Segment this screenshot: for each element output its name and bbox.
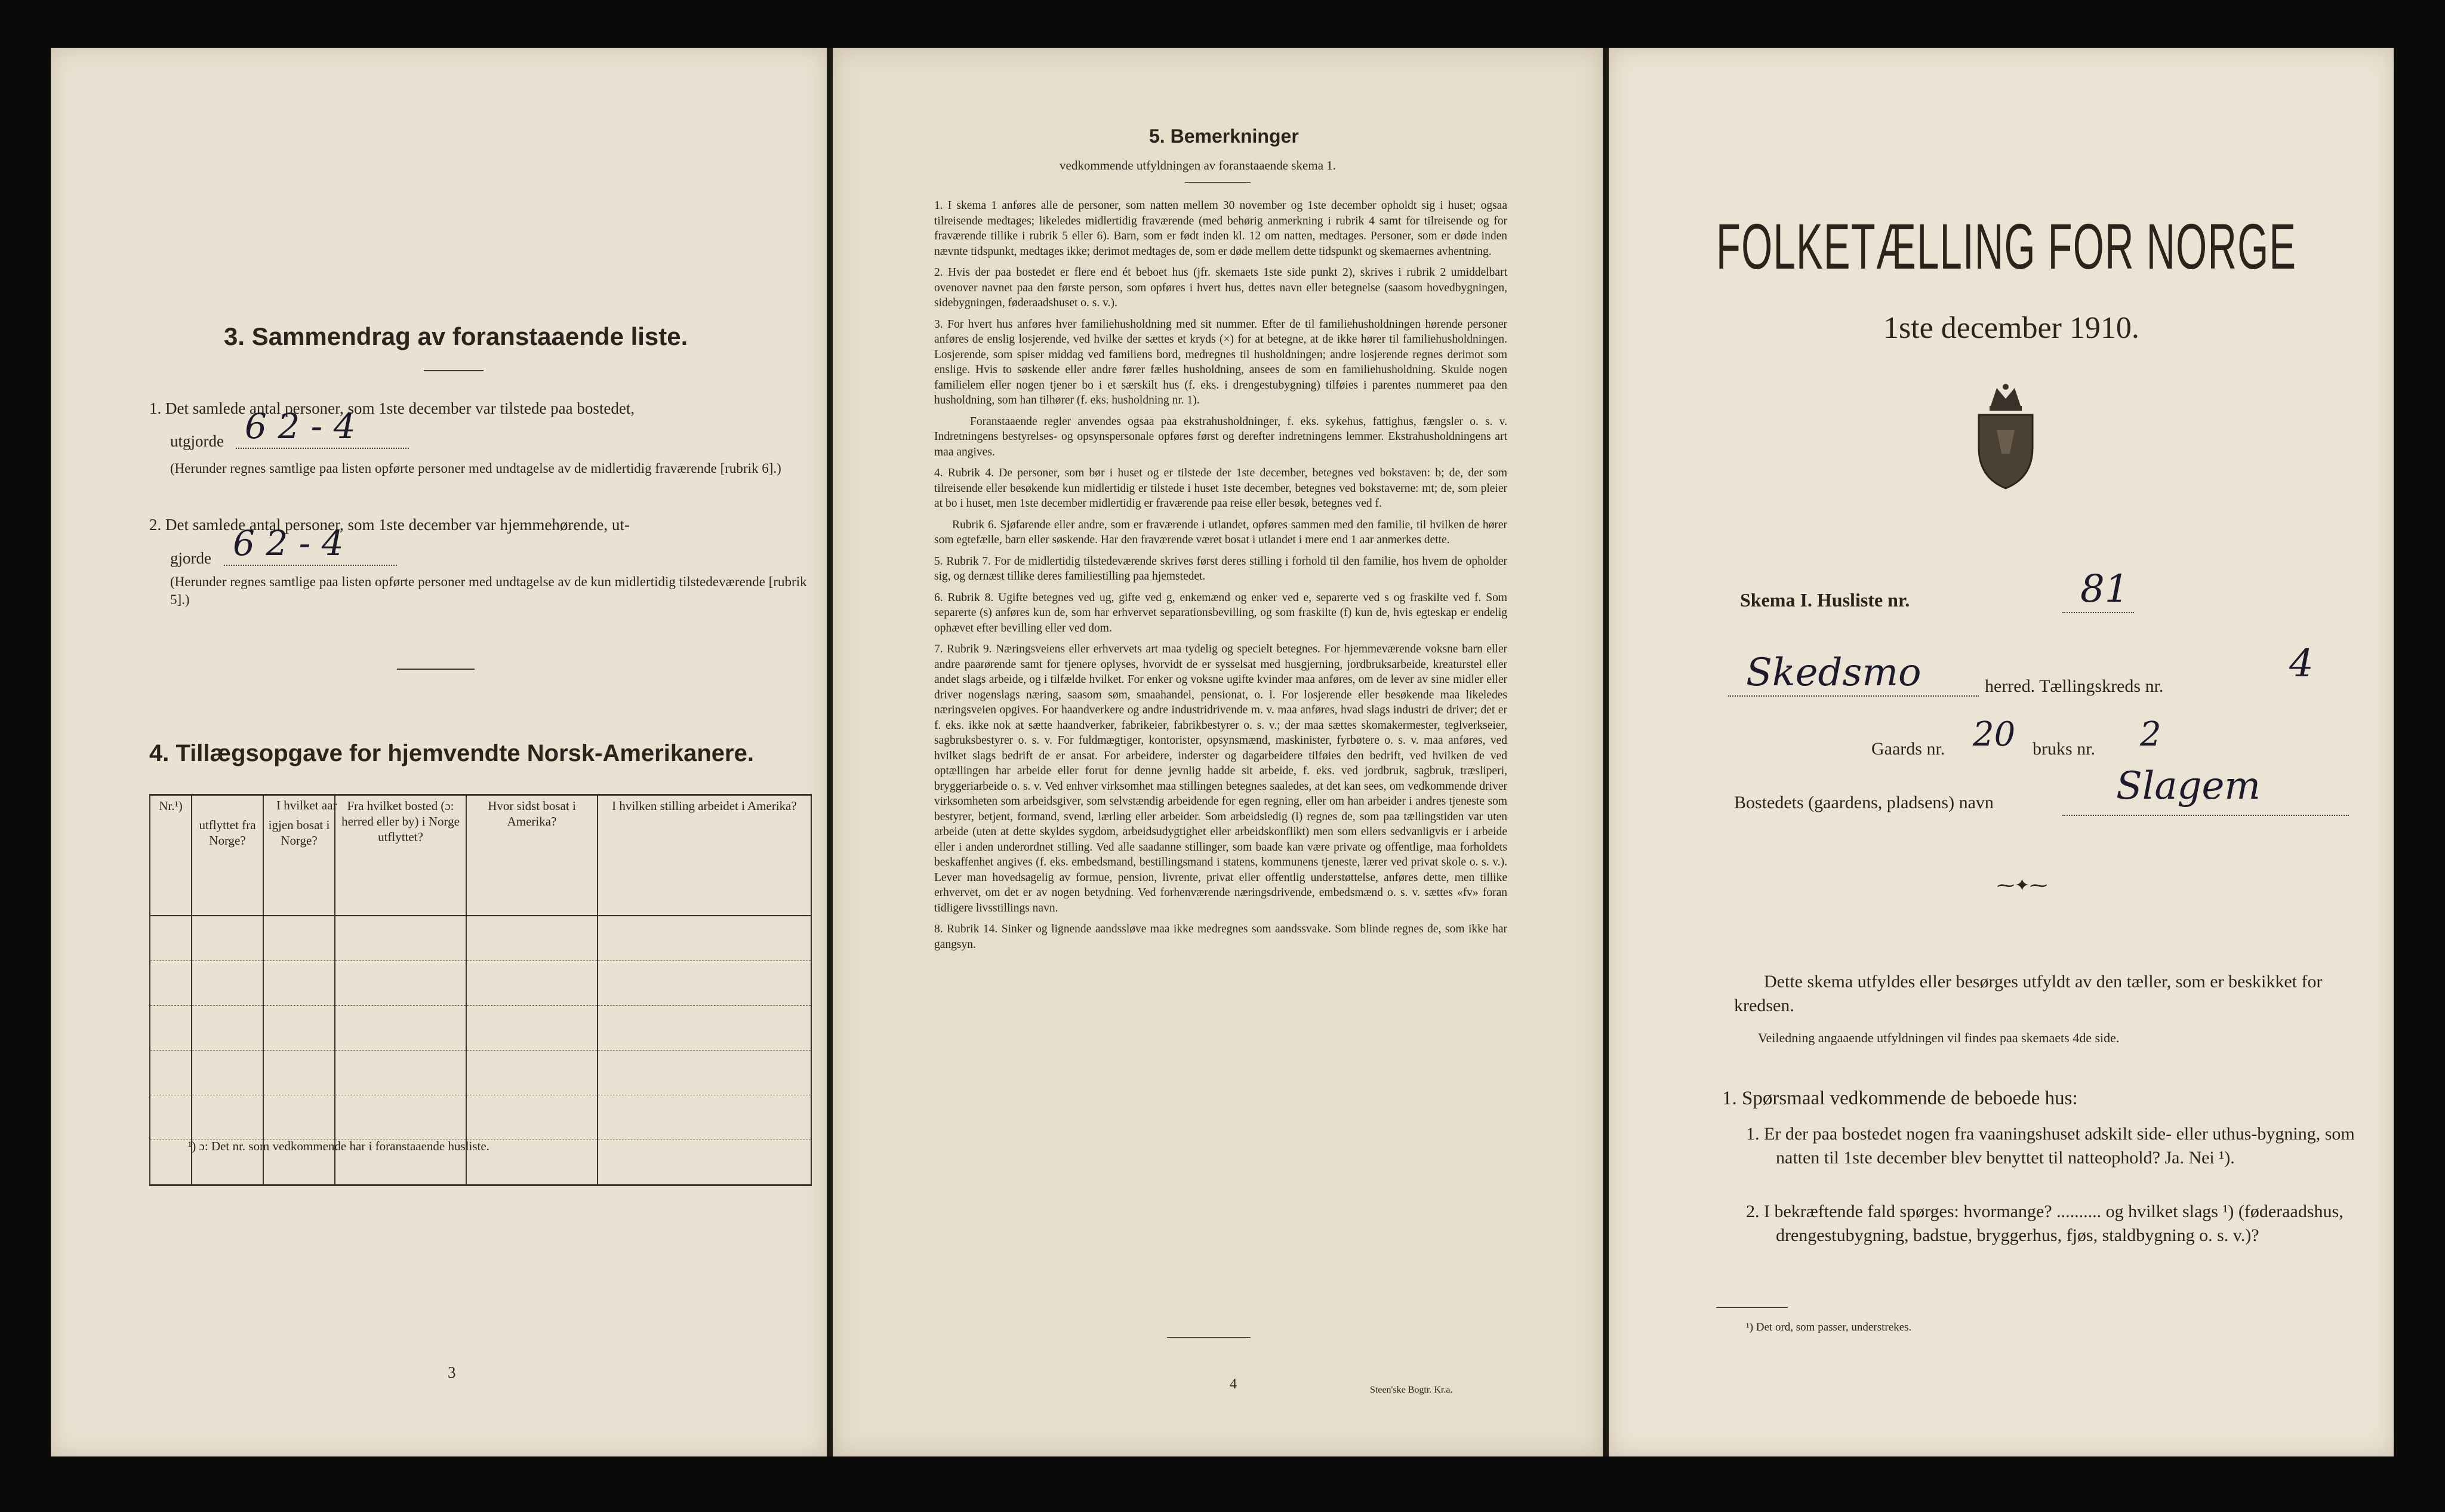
remark-8: 8. Rubrik 14. Sinker og lignende aandssløve maa ikke medregnes som aandssvake. Som blinde regnes de, som ikke har gangsyn.: [934, 923, 1507, 951]
col-stilling: I hvilken stilling arbeidet i Amerika?: [598, 795, 811, 916]
bosted-value: Slagem: [2116, 764, 2261, 808]
bruks-value: 2: [2140, 715, 2161, 754]
remark-3: 3. For hvert hus anføres hver familiehusholdning med sit nummer. Efter de til familiehusholdningen hørende personer anføres de enslig losjerende, ved hvilke der sættes et kryds (×) for at betegne, at de ikke hører til familiehusholdningen. Losjerende, som spiser middag ved familiens bord, medregnes til husholdningen; andre losjerende regnes derimot som enslige. Hvis to søskende eller andre fører fælles husholdning, ansees de som en familiehusholdning. Skulde nogen familielem eller nogen tjener bo i et særskilt hus (f. eks. i drengestubygning) tilføies i parentes nummeret paa den husholdning, som han tilhører (f. eks. husholdning nr. 1).: [934, 318, 1507, 407]
printer-credit: Steen'ske Bogtr. Kr.a.: [1370, 1385, 1453, 1395]
herred-value: Skedsmo: [1746, 651, 1921, 695]
remark-6: 6. Rubrik 8. Ugifte betegnes ved ug, gifte ved g, enkemænd og enker ved e, separerte ved s og fraskilte ved f. Som separerte (s) anføres kun de, som har erhvervet separationsbevilling, og som fraskilte (f) kun de, hvis egteskap er endelig ophævet efter bevilling eller ved dom.: [934, 591, 1507, 635]
col-amerika: Hvor sidst bosat i Amerika?: [466, 795, 598, 916]
question-2: 2. I bekræftende fald spørges: hvormange? .......... og hvilket slags ¹) (føderaadshus, drengestubygning, badstue, bryggerhus, fjøs, staldbygning o. s. v.)?: [1746, 1202, 2344, 1245]
question-1: 1. Er der paa bostedet nogen fra vaaningshuset adskilt side- eller uthus-bygning, som natten til 1ste december blev benyttet til natteophold? Ja. Nei ¹).: [1746, 1124, 2355, 1168]
remark-1: 1. I skema 1 anføres alle de personer, som natten mellem 30 november og 1ste december opholdt sig i huset; ogsaa tilreisende medtages; likeledes midlertidig fraværende (med behørig anmerkning i rubrik 4 samt for tilreisende og for fraværende tillike i rubrik 5 eller 6). Barn, som er født inden kl. 12 om natten, medtages. Personer, som er døde inden nævnte tidspunkt, medtages ikke; derimot medtages de, som er døde mellem dette tidspunkt og skemaernes avhentning.: [934, 199, 1507, 258]
divider: [424, 370, 484, 371]
bosted-line: [2062, 815, 2349, 816]
table-row: [150, 916, 811, 961]
remark-3b: Foranstaaende regler anvendes ogsaa paa ekstrahusholdninger, f. eks. sykehus, fattighus, fængsler o. s. v. Indretningens bestyrelses- og opsynspersonale opføres først og derefter indretningens lemmer. Ekstrahusholdningens art maa angives.: [934, 415, 1507, 458]
divider: [1167, 1337, 1251, 1338]
census-date: 1ste december 1910.: [1883, 311, 2139, 345]
remark-7: 7. Rubrik 9. Næringsveiens eller erhvervets art maa tydelig og specielt betegnes. For hjemmeværende voksne barn eller andre paarørende samt for tjenere oplyses, hvorvidt de er sysselsat med husgjerning, jordbruksarbeide, kreaturstel eller andet slags arbeide, og i tilfælde hvilket. For enker og voksne ugifte kvinder maa anføres, om de lever av sine midler eller driver nogenslags næring, saasom søm, smaahandel, pensionat, o. l. For losjerende eller besøkende maa likeledes næringsveien opgives. For haandverkere og andre industridrivende m. v. maa anføres, hvad slags industri de driver; det er f. eks. ikke nok at sætte haandverker, fabrikeier, fabrikbestyrer o. s. v.; der maa sættes skomakermester, teglverkseier, sagbruksbestyrer o. s. v. For fuldmægtiger, kontorister, opsynsmænd, maskinister, fyrbøtere o. s. v. maa anføres, ved hvilket slags bedrift de er ansat. For arbeidere, inderster og dagarbeidere tilføies den bedrift, ved hvilken de ved optællingen har arbeide eller forut for denne jevnlig hadde sit arbeide, f. eks. ved jordbruk, sagbruk, træsliperi, bryggeriarbeide o. s. v. Ved enhver virksomhet maa stillingen betegnes saaledes, at det kan sees, om vedkommende driver virksomheten som arbeidsgiver, som selvstændig arbeidende for egen regning, eller om han arbeider i andres tjeneste som bestyrer, betjent, formand, svend, lærling eller arbeider. Som arbeidsledig (l) regnes de, som paa tællingstiden var uten arbeide (uten at dette skyldes sygdom, arbeidsudygtighet eller arbeidskonflikt) men som ellers sedvanligvis er i arbeide eller i anden underordnet stilling. Ved alle saadanne stillinger, som baade kan være private og offentlige, maa forholdets beskaffenhet angives (f. eks. embedsmand, bestillingsmand i statens, kommunens tjeneste, lærer ved privat skole o. s. v.). Lever man hovedsagelig av formue, pension, livrente, privat eller offentlig understøttelse, anføres dette, men tillike erhvervet, om det er av nogen betydning. Ved forhenværende næringsdrivende, embedsmænd o. s. v. sættes «fv» foran tidligere livsstillings navn.: [934, 643, 1507, 914]
table-row: [150, 1095, 811, 1140]
section3-title: 3. Sammendrag av foranstaaende liste.: [224, 322, 688, 350]
census-title: FOLKETÆLLING FOR NORGE: [1716, 210, 2297, 282]
questions-heading: 1. Spørsmaal vedkommende de beboede hus:: [1722, 1088, 2078, 1109]
item1-text: 1. Det samlede antal personer, som 1ste december var tilstede paa bostedet,: [149, 399, 635, 417]
remark-2: 2. Hvis der paa bostedet er flere end ét beboet hus (jfr. skemaets 1ste side punkt 2), skrives i rubrik 2 umiddelbart ovenover navnet paa den første person, som opføres i hvert hus, dettes navn eller betegnelse (saasom hovedbygningen, sidebygningen, føderaadshuset o. s. v.).: [934, 266, 1507, 309]
section4-title: 4. Tillægsopgave for hjemvendte Norsk-Amerikanere.: [149, 740, 754, 766]
divider: [1185, 182, 1251, 183]
page-fold: [827, 48, 833, 1456]
col-utflyttet: utflyttet fra Norge?: [192, 795, 263, 916]
item1-label: utgjorde: [170, 432, 224, 450]
herred-line: [1728, 695, 1979, 697]
divider: [1716, 1307, 1788, 1308]
item1-note: (Herunder regnes samtlige paa listen opførte personer med undtagelse av de midlertidig fraværende [rubrik 6].): [170, 461, 781, 476]
item2-text: 2. Det samlede antal personer, som 1ste december var hjemmehørende, ut-: [149, 516, 630, 534]
intro-note: Veiledning angaaende utfyldningen vil findes paa skemaets 4de side.: [1758, 1030, 2120, 1045]
intro-text: Dette skema utfyldes eller besørges utfyldt av den tæller, som er beskikket for kredsen.: [1734, 972, 2323, 1015]
page-middle: [833, 48, 1603, 1456]
footnote: ¹) Det ord, som passer, understrekes.: [1746, 1321, 1912, 1334]
kreds-nr: 4: [2289, 642, 2314, 686]
page-fold: [1603, 48, 1609, 1456]
item2-note: (Herunder regnes samtlige paa listen opførte personer med undtagelse av de kun midlertidig tilstedeværende [rubrik 5].): [170, 574, 807, 607]
husliste-line: [2062, 612, 2134, 613]
col-aar-header: I hvilket aar: [276, 798, 337, 812]
husliste-nr: 81: [2080, 567, 2129, 611]
item2-label: gjorde: [170, 549, 211, 567]
page-right: [1609, 48, 2394, 1456]
table-row: [150, 1006, 811, 1051]
remark-4: 4. Rubrik 4. De personer, som bør i huset og er tilstede der 1ste december, betegnes ved bokstaven: b; de, der som tilreisende eller besøkende kun midlertidig er tilstede i huset 1ste december, betegnes ved bokstaverne: mt; de, som pleier at bo i huset, men 1ste december midlertidig er fraværende paa reise eller besøk, betegnes ved f.: [934, 467, 1507, 510]
page-number: 4: [1230, 1376, 1237, 1392]
col-nr: Nr.¹): [150, 795, 192, 916]
col-bosted: Fra hvilket bosted (ɔ: herred eller by) i Norge utflyttet?: [335, 795, 466, 916]
divider: [397, 669, 475, 670]
remarks-body: [934, 198, 1507, 958]
herred-label: herred. Tællingskreds nr.: [1985, 676, 2164, 696]
coat-of-arms-icon: [1973, 382, 2038, 489]
footnote: ¹) ɔ: Det nr. som vedkommende har i foranstaaende husliste.: [188, 1139, 489, 1153]
gaards-label: Gaards nr.: [1871, 739, 1945, 759]
table-row: [150, 1051, 811, 1095]
item1-value: 6 2 - 4: [245, 406, 356, 446]
item1-line: [236, 448, 409, 449]
remarks-subtitle: vedkommende utfyldningen av foranstaaende skema 1.: [1060, 158, 1337, 173]
page-left: [51, 48, 827, 1456]
norsk-amerikanere-table: [149, 794, 812, 1186]
page-number: 3: [448, 1363, 456, 1381]
table-row: [150, 961, 811, 1006]
ornament-icon: ⁓✦⁓: [1997, 876, 2048, 895]
gaards-value: 20: [1973, 715, 2016, 754]
remark-5: 5. Rubrik 7. For de midlertidig tilstedeværende skrives først deres stilling i forhold til den familie, hos hvem de opholder sig, og dernæst tillike deres familiestilling paa hjemstedet.: [934, 555, 1507, 583]
remark-4b: Rubrik 6. Sjøfarende eller andre, som er fraværende i utlandet, opføres sammen med den familie, til hvilken de hører som egtefælle, barn eller søskende. Har den fraværende været bosat i utlandet i mere end 1 aar anmerkes dette.: [934, 518, 1507, 546]
item2-value: 6 2 - 4: [233, 523, 344, 563]
skema-label: Skema I. Husliste nr.: [1740, 589, 1910, 611]
col-igjen: igjen bosat i Norge?: [263, 795, 335, 916]
item2-line: [224, 565, 397, 566]
remarks-title: 5. Bemerkninger: [1149, 125, 1299, 147]
bosted-label: Bostedets (gaardens, pladsens) navn: [1734, 793, 1994, 812]
bruks-label: bruks nr.: [2033, 739, 2095, 759]
